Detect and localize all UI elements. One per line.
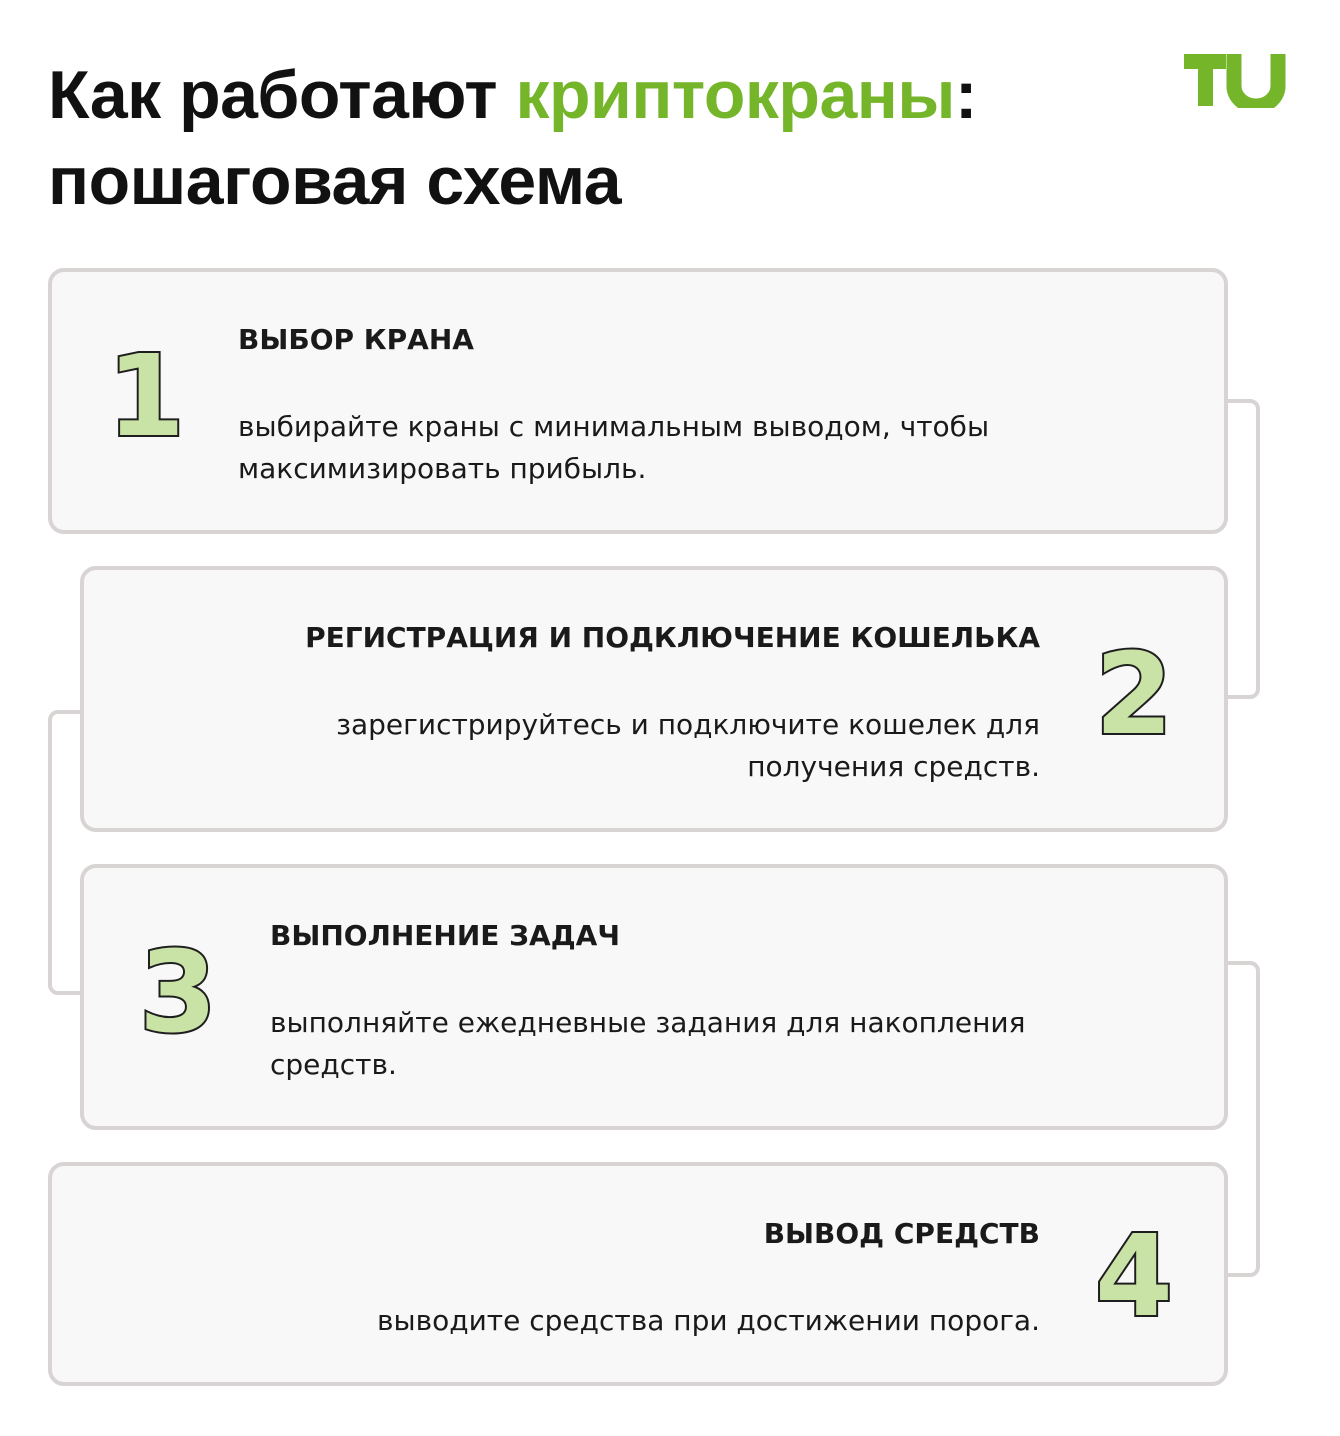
step-description-2: зарегистрируйтесь и подключите кошелек для получения средств. <box>336 708 1040 783</box>
brand-logo <box>1184 50 1292 108</box>
step-title-1: ВЫБОР КРАНА <box>238 323 474 356</box>
step-number-3: 3 <box>139 928 217 1058</box>
connector-2-3 <box>50 712 82 993</box>
step-title-3: ВЫПОЛНЕНИЕ ЗАДАЧ <box>270 919 620 952</box>
step-number-1: 1 <box>107 332 185 462</box>
step-title-4: ВЫВОД СРЕДСТВ <box>763 1217 1040 1250</box>
step-description-1: выбирайте краны с минимальным выводом, чтобы максимизировать прибыль. <box>238 410 990 485</box>
title-part1: Как работают <box>48 57 516 133</box>
step-card-3 <box>80 864 1228 1130</box>
step-card-4 <box>48 1162 1228 1386</box>
step-number-2: 2 <box>1095 630 1173 760</box>
title-line2: пошаговая схема <box>48 143 622 219</box>
step-title-2: РЕГИСТРАЦИЯ И ПОДКЛЮЧЕНИЕ КОШЕЛЬКА <box>305 621 1040 654</box>
step-description-4: выводите средства при достижении порога. <box>377 1304 1040 1337</box>
connector-3-4 <box>1226 963 1258 1275</box>
title-colon: : <box>954 57 978 133</box>
step-description-3: выполняйте ежедневные задания для накопления средств. <box>270 1006 1026 1081</box>
connector-1-2 <box>1226 401 1258 697</box>
page-title <box>48 52 1108 224</box>
title-accent: криптокраны <box>515 57 955 133</box>
step-card-1 <box>48 268 1228 534</box>
step-card-2 <box>80 566 1228 832</box>
step-number-4: 4 <box>1095 1212 1173 1342</box>
